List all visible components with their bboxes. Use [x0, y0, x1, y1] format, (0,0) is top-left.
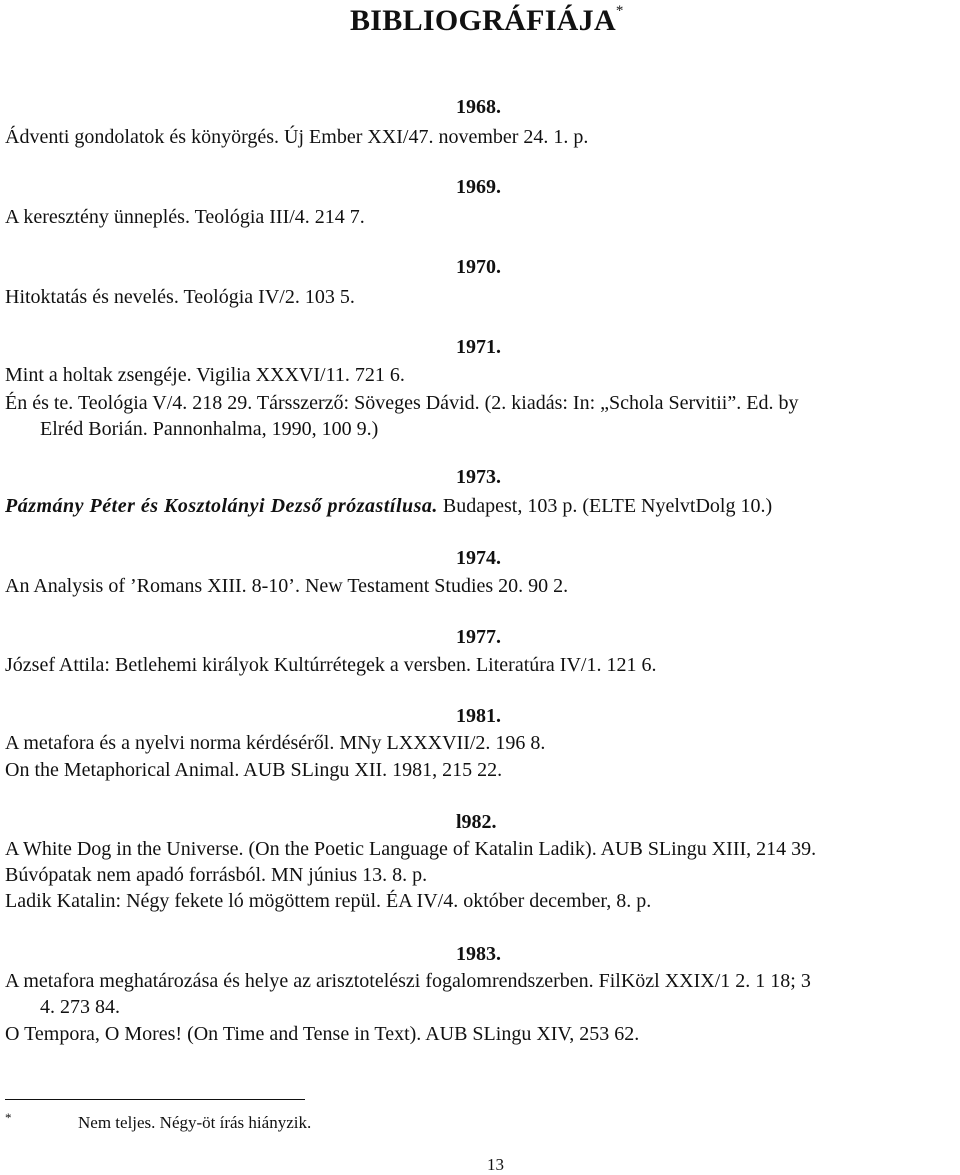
year-heading-1974: 1974.	[456, 547, 501, 569]
year-heading-1983: 1983.	[456, 943, 501, 965]
bibliography-entry: Ladik Katalin: Négy fekete ló mögöttem repül. ÉA IV/4. október december, 8. p.	[5, 890, 652, 912]
page-title: BIBLIOGRÁFIÁJA*	[350, 3, 624, 37]
footnote-mark: *	[5, 1110, 12, 1125]
bibliography-entry: József Attila: Betlehemi királyok Kultúrrétegek a versben. Literatúra IV/1. 121 6.	[5, 654, 657, 676]
bibliography-entry-continuation: Elréd Borián. Pannonhalma, 1990, 100 9.)	[40, 418, 379, 440]
bibliography-entry: A White Dog in the Universe. (On the Poetic Language of Katalin Ladik). AUB SLingu XIII, 214 39.	[5, 838, 817, 860]
year-heading-1971: 1971.	[456, 336, 501, 358]
bibliography-entry: A metafora és a nyelvi norma kérdéséről. MNy LXXXVII/2. 196 8.	[5, 732, 546, 754]
bibliography-entry: Én és te. Teológia V/4. 218 29. Társszerző: Söveges Dávid. (2. kiadás: In: „Schola Servitii”. Ed. by	[5, 392, 799, 414]
book-title: Pázmány Péter és Kosztolányi Dezső prózastílusa.	[5, 495, 438, 517]
bibliography-entry: Ádventi gondolatok és könyörgés. Új Ember XXI/47. november 24. 1. p.	[5, 126, 589, 148]
year-heading-1973: 1973.	[456, 466, 501, 488]
year-heading-1968: 1968.	[456, 96, 501, 118]
bibliography-entry	[5, 494, 955, 518]
footnote-divider	[5, 1099, 305, 1100]
bibliography-entry-continuation: 4. 273 84.	[40, 996, 120, 1018]
year-heading-1982: l982.	[456, 811, 497, 833]
bibliography-entry: On the Metaphorical Animal. AUB SLingu XII. 1981, 215 22.	[5, 759, 503, 781]
footnote-reference: *	[615, 3, 624, 19]
year-heading-1981: 1981.	[456, 705, 501, 727]
bibliography-entry: Búvópatak nem apadó forrásból. MN június 13. 8. p.	[5, 864, 428, 886]
book-details: Budapest, 103 p. (ELTE NyelvtDolg 10.)	[442, 495, 773, 517]
bibliography-entry: A keresztény ünneplés. Teológia III/4. 214 7.	[5, 206, 365, 228]
bibliography-entry: Hitoktatás és nevelés. Teológia IV/2. 103 5.	[5, 286, 355, 308]
bibliography-entry: A metafora meghatározása és helye az arisztotelészi fogalomrendszerben. FilKözl XXIX/1 2. 1 18; 3	[5, 970, 811, 992]
footnote-text: Nem teljes. Négy-öt írás hiányzik.	[78, 1113, 312, 1132]
year-heading-1977: 1977.	[456, 626, 501, 648]
bibliography-entry: O Tempora, O Mores! (On Time and Tense in Text). AUB SLingu XIV, 253 62.	[5, 1023, 640, 1045]
year-heading-1969: 1969.	[456, 176, 501, 198]
bibliography-entry: Mint a holtak zsengéje. Vigilia XXXVI/11. 721 6.	[5, 364, 405, 386]
bibliography-entry: An Analysis of ’Romans XIII. 8-10’. New Testament Studies 20. 90 2.	[5, 575, 569, 597]
year-heading-1970: 1970.	[456, 256, 501, 278]
page-number: 13	[487, 1155, 504, 1174]
